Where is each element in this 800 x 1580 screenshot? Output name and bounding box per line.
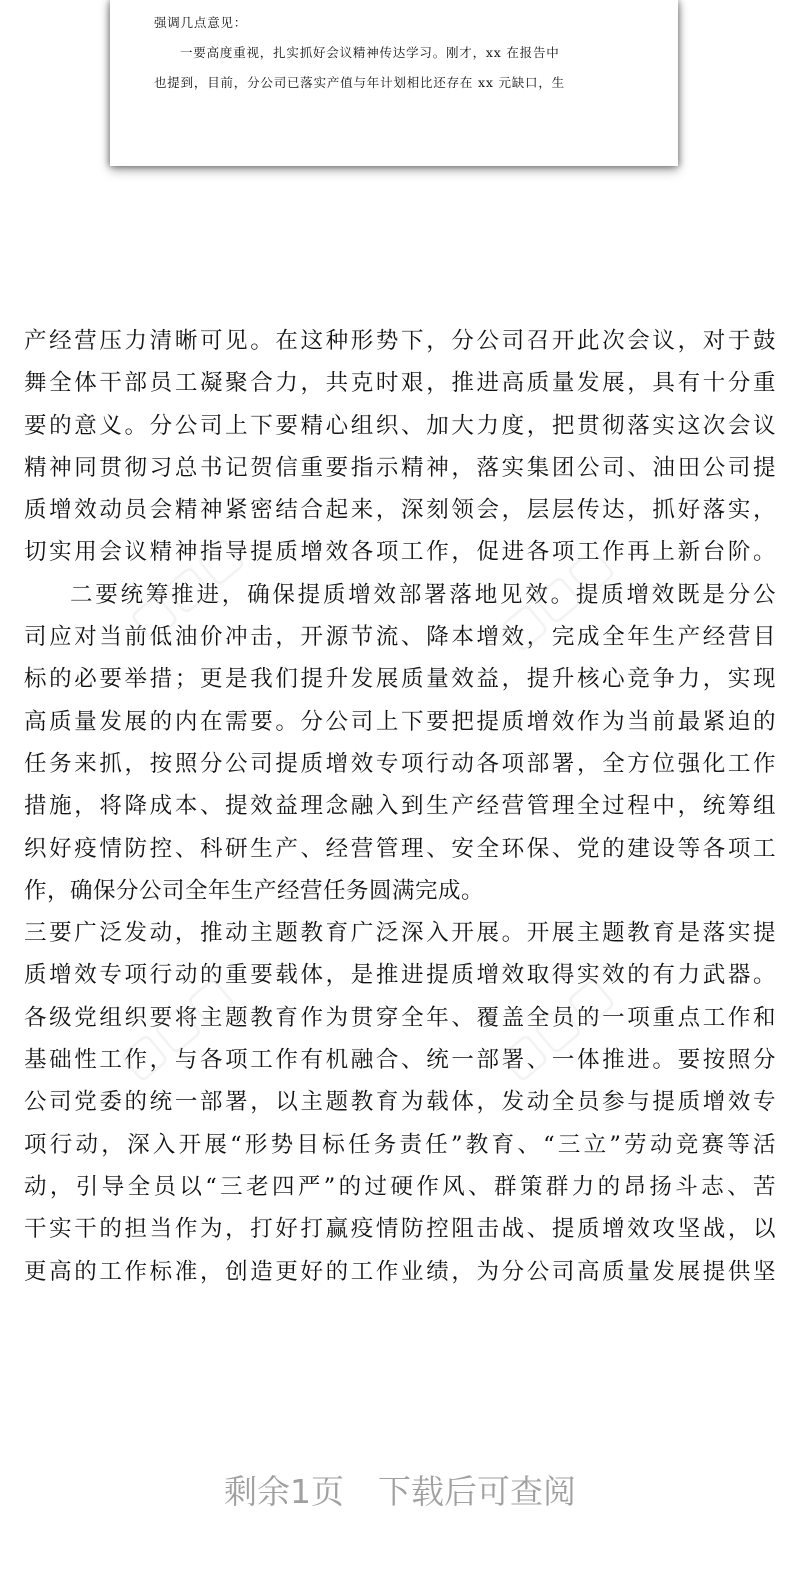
text-line: 质增效动员会精神紧密结合起来，深刻领会，层层传达，抓好落实， [24, 497, 776, 524]
text-line: 精神同贯彻习总书记贺信重要指示精神，落实集团公司、油田公司提 [24, 454, 776, 481]
preview-line: 强调几点意见： [154, 15, 248, 30]
text-line: 基础性工作，与各项工作有机融合、统一部署、一体推进。要按照分 [24, 1047, 776, 1074]
text-line: 更高的工作标准，创造更好的工作业绩，为分公司高质量发展提供坚 [24, 1258, 776, 1285]
preview-line: 一要高度重视，扎实抓好会议精神传达学习。刚才，xx 在报告中 [180, 45, 560, 60]
text-line: 三要广泛发动，推动主题教育广泛深入开展。开展主题教育是落实提 [24, 920, 776, 947]
text-line: 干实干的担当作为，打好打赢疫情防控阻击战、提质增效攻坚战，以 [24, 1216, 776, 1243]
text-line: 司应对当前低油价冲击，开源节流、降本增效，完成全年生产经营目 [24, 624, 776, 651]
text-line: 织好疫情防控、科研生产、经营管理、安全环保、党的建设等各项工 [24, 835, 776, 862]
download-to-view-label[interactable]: 下载后可查阅 [378, 1472, 576, 1511]
watermark: ▢▢▢ [488, 965, 622, 1089]
watermark: ▢▢▢ [108, 965, 242, 1089]
page-preview-card [110, 0, 678, 166]
text-line: 产经营压力清晰可见。在这种形势下，分公司召开此次会议，对于鼓 [24, 328, 776, 354]
watermark: ▢▢▢ [118, 525, 252, 649]
preview-line: 也提到，目前，分公司已落实产值与年计划相比还存在 xx 元缺口，生 [154, 75, 565, 90]
text-line: 任务来抓，按照分公司提质增效专项行动各项部署，全方位强化工作 [24, 750, 776, 777]
text-line: 二要统筹推进，确保提质增效部署落地见效。提质增效既是分公 [70, 581, 776, 608]
remaining-pages-label: 剩余1页 [224, 1472, 344, 1511]
text-line: 要的意义。分公司上下要精心组织、加大力度，把贯彻落实这次会议 [24, 412, 776, 439]
document-body [24, 320, 776, 1293]
watermark: ▢▢▢ [488, 535, 622, 659]
text-line: 作，确保分公司全年生产经营任务圆满完成。 [24, 877, 485, 904]
text-line: 动，引导全员以“三老四严”的过硬作风、群策群力的昂扬斗志、苦 [24, 1173, 776, 1200]
text-line: 各级党组织要将主题教育作为贯穿全年、覆盖全员的一项重点工作和 [24, 1004, 776, 1031]
text-line: 项行动，深入开展“形势目标任务责任”教育、“三立”劳动竞赛等活 [24, 1131, 776, 1158]
text-line: 舞全体干部员工凝聚合力，共克时艰，推进高质量发展，具有十分重 [24, 370, 776, 397]
text-line: 高质量发展的内在需要。分公司上下要把提质增效作为当前最紧迫的 [24, 708, 776, 735]
text-line: 公司党委的统一部署，以主题教育为载体，发动全员参与提质增效专 [24, 1089, 776, 1116]
remaining-pages-footer[interactable] [0, 1466, 800, 1513]
text-line: 切实用会议精神指导提质增效各项工作，促进各项工作再上新台阶。 [24, 539, 776, 566]
text-line: 标的必要举措；更是我们提升发展质量效益，提升核心竞争力，实现 [24, 666, 776, 693]
text-line: 措施，将降成本、提效益理念融入到生产经营管理全过程中，统筹组 [24, 793, 776, 820]
text-line: 质增效专项行动的重要载体，是推进提质增效取得实效的有力武器。 [24, 962, 776, 989]
